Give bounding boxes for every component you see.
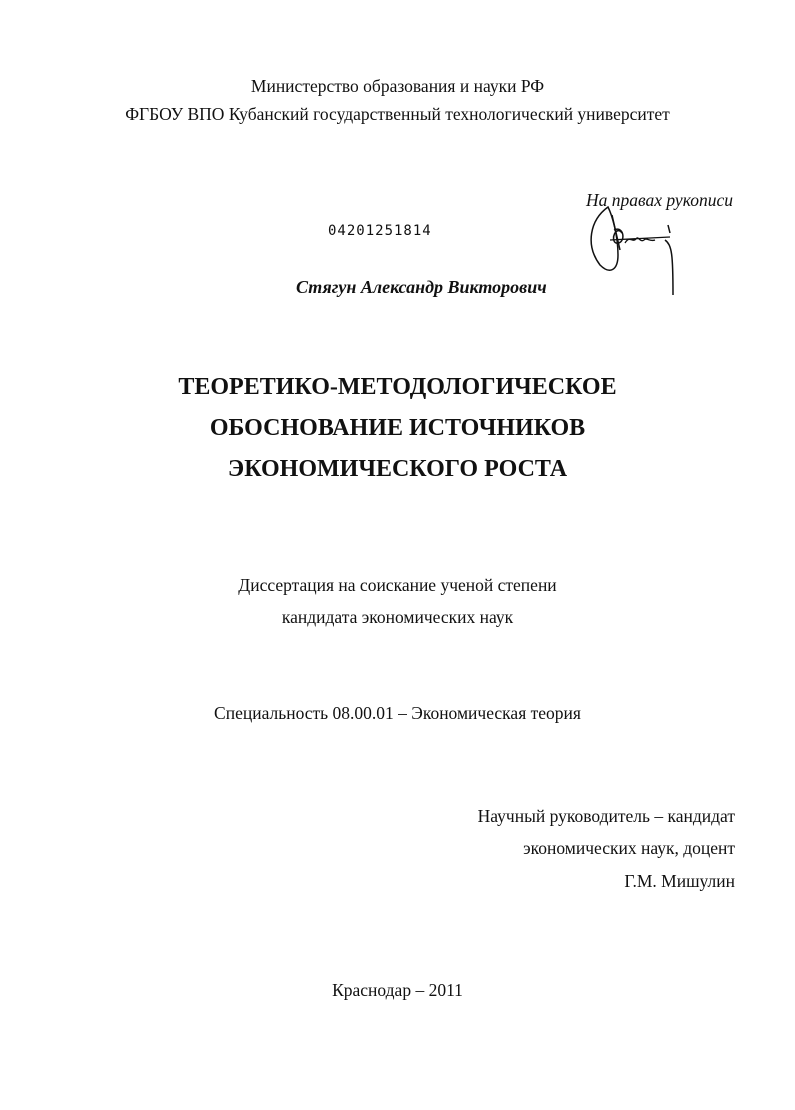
author-name: Стягун Александр Викторович: [296, 277, 547, 297]
degree-line-1: Диссертация на соискание ученой степени: [238, 575, 557, 595]
title-line-2: ОБОСНОВАНИЕ ИСТОЧНИКОВ: [209, 415, 586, 441]
registry-number: 04201251814: [328, 223, 432, 239]
title-line-1: ТЕОРЕТИКО-МЕТОДОЛОГИЧЕСКОЕ: [178, 374, 617, 400]
title-line-3: ЭКОНОМИЧЕСКОГО РОСТА: [227, 456, 568, 482]
manuscript-note: На правах рукописи: [586, 190, 733, 210]
supervisor-line-2: экономических наук, доцент: [523, 838, 735, 858]
degree-line-2: кандидата экономических наук: [281, 607, 514, 627]
university-heading: ФГБОУ ВПО Кубанский государственный технологический университет: [125, 104, 670, 124]
signature: [580, 195, 690, 305]
city-year: Краснодар – 2011: [332, 980, 463, 1000]
specialty: Специальность 08.00.01 – Экономическая теория: [214, 703, 581, 723]
ministry-heading: Министерство образования и науки РФ: [250, 76, 545, 96]
supervisor-name: Г.М. Мишулин: [624, 871, 735, 891]
supervisor-line-1: Научный руководитель – кандидат: [477, 806, 735, 826]
